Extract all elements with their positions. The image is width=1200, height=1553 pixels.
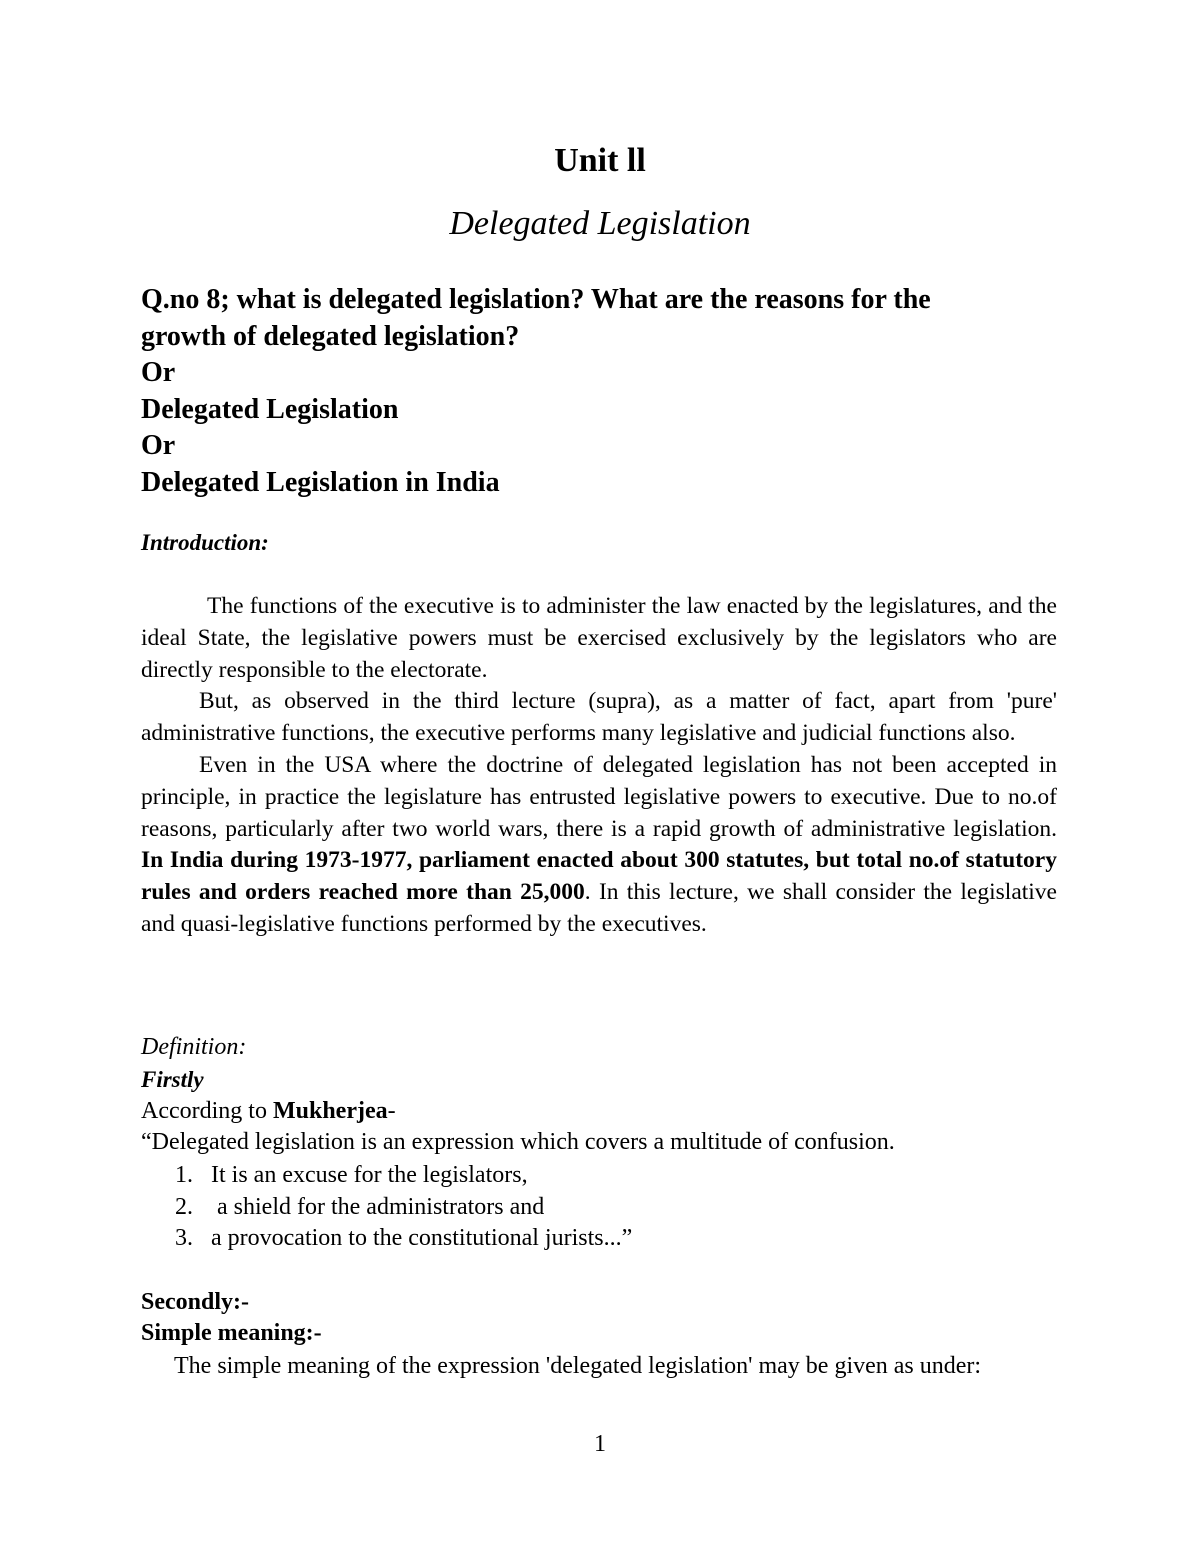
firstly-heading: Firstly <box>141 1067 204 1092</box>
list-item-text: a shield for the administrators and <box>211 1193 545 1220</box>
introduction-heading: Introduction: <box>141 530 269 555</box>
list-item-number: 3. <box>175 1225 193 1251</box>
introduction-body <box>141 591 1057 941</box>
list-item-text: It is an excuse for the legislators, <box>211 1162 528 1188</box>
question-block <box>141 282 1061 501</box>
alternate-title-2: Delegated Legislation in India <box>141 466 500 498</box>
list-item <box>141 1160 632 1192</box>
definition-points-list <box>141 1160 632 1255</box>
simple-meaning-text: The simple meaning of the expression 'delegated legislation' may be given as under: <box>174 1353 982 1379</box>
or-separator-2: Or <box>141 430 176 461</box>
list-item-text: a provocation to the constitutional jurists...” <box>211 1225 633 1251</box>
question-line-2: growth of delegated legislation? <box>141 320 520 352</box>
definition-heading: Definition: <box>141 1034 247 1060</box>
simple-meaning-heading: Simple meaning:- <box>141 1320 322 1346</box>
according-prefix: According to <box>141 1098 273 1124</box>
intro-statistics-highlight: In India during 1973-1977, parliament enacted about 300 statutes, but total no.of statutory rules and orders reached more than 25,000 <box>141 847 1057 906</box>
intro-paragraph-3-start: Even in the USA where the doctrine of delegated legislation has not been accepted in principle, in practice the legislature has entrusted legislative powers to executive. Due to no.of reasons, particularly after two world wars, there is a rapid growth of administrative legislation. <box>141 751 1057 842</box>
list-item-number: 2. <box>175 1193 193 1220</box>
list-item <box>141 1223 632 1255</box>
intro-paragraph-2: But, as observed in the third lecture (supra), as a matter of fact, apart from 'pure' administrative functions, the executive performs many legislative and judicial functions also. <box>141 688 1057 747</box>
according-line <box>141 1098 396 1125</box>
document-subtitle: Delegated Legislation <box>449 205 751 242</box>
list-item <box>141 1192 632 1224</box>
intro-paragraph-3-end: . In this lecture, we shall consider the legislative and quasi-legislative functions performed by the executives. <box>141 879 1057 937</box>
author-name: Mukherjea <box>272 1098 388 1124</box>
definition-quote: “Delegated legislation is an expression which covers a multitude of confusion. <box>141 1129 895 1155</box>
alternate-title-1: Delegated Legislation <box>141 393 399 425</box>
secondly-heading: Secondly:- <box>141 1289 249 1315</box>
or-separator-1: Or <box>141 357 176 388</box>
page-number: 1 <box>594 1431 606 1457</box>
according-suffix: - <box>387 1098 396 1124</box>
list-item-number: 1. <box>175 1162 193 1188</box>
question-line-1: Q.no 8; what is delegated legislation? What are the reasons for the <box>141 284 931 315</box>
unit-title: Unit ll <box>554 142 646 179</box>
intro-paragraph-3 <box>141 750 1057 941</box>
intro-paragraph-1: The functions of the executive is to administer the law enacted by the legislatures, and the ideal State, the legislative powers must be exercised exclusively by the legislators who are directly responsible to the electorate. <box>141 593 1057 683</box>
